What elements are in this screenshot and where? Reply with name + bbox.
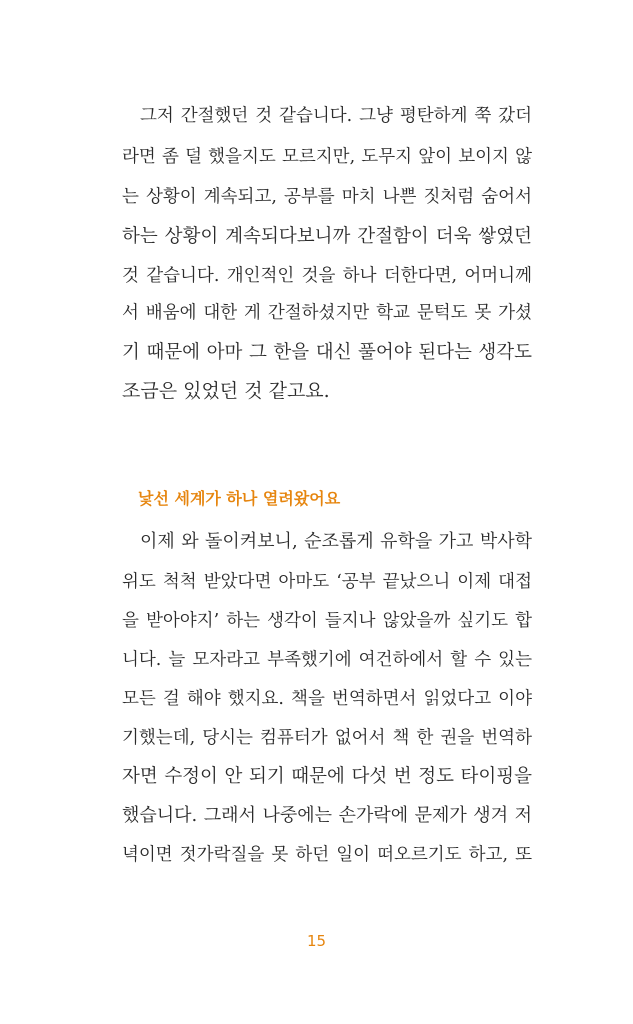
paragraph1-line: 는 상황이 계속되고, 공부를 마치 나쁜 짓처럼 숨어서 <box>122 187 532 207</box>
paragraph1-line: 조금은 있었던 것 같고요. <box>122 380 330 402</box>
section-heading: 낯선 세계가 하나 열려왔어요 <box>138 489 341 508</box>
paragraph2-line: 니다. 늘 모자라고 부족했기에 여건하에서 할 수 있는 <box>122 650 532 670</box>
paragraph1-line: 하는 상황이 계속되다보니까 간절함이 더욱 쌓였던 <box>122 226 532 247</box>
paragraph2-line: 자면 수정이 안 되기 때문에 다섯 번 정도 타이핑을 <box>122 766 532 787</box>
paragraph1-line: 서 배움에 대한 게 간절하셨지만 학교 문턱도 못 가셨 <box>122 303 532 323</box>
paragraph1-line: 그저 간절했던 것 같습니다. 그냥 평탄하게 쭉 갔더 <box>140 106 532 126</box>
paragraph1-line: 라면 좀 덜 했을지도 모르지만, 도무지 앞이 보이지 않 <box>122 147 532 167</box>
paragraph1-line: 것 같습니다. 개인적인 것을 하나 더한다면, 어머니께 <box>122 266 532 286</box>
paragraph2-line: 녁이면 젓가락질을 못 하던 일이 떠오르기도 하고, 또 <box>122 845 532 865</box>
paragraph2-line: 했습니다. 그래서 나중에는 손가락에 문제가 생겨 저 <box>122 805 532 826</box>
paragraph2-line: 이제 와 돌이켜보니, 순조롭게 유학을 가고 박사학 <box>140 531 532 552</box>
paragraph2-line: 을 받아야지’ 하는 생각이 들지나 않았을까 싶기도 합 <box>122 611 532 631</box>
paragraph2-line: 기했는데, 당시는 컴퓨터가 없어서 책 한 권을 번역하 <box>122 728 532 748</box>
paragraph1-line: 기 때문에 아마 그 한을 대신 풀어야 된다는 생각도 <box>122 342 532 363</box>
paragraph2-line: 위도 척척 받았다면 아마도 ‘공부 끝났으니 이제 대접 <box>122 572 532 592</box>
page-number: 15 <box>306 932 327 950</box>
paragraph2-line: 모든 걸 해야 했지요. 책을 번역하면서 읽었다고 이야 <box>122 689 532 709</box>
